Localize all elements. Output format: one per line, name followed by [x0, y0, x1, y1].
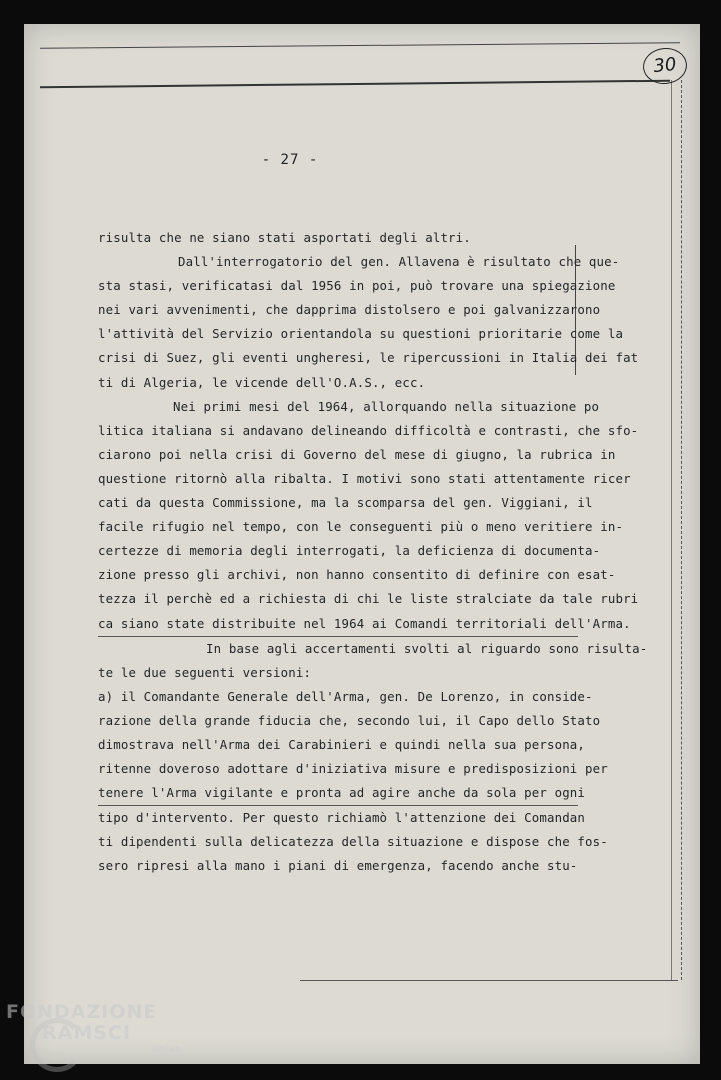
- text-line: certezze di memoria degli interrogati, la deficienza di documenta-: [98, 543, 601, 559]
- text-line: Nei primi mesi del 1964, allorquando nella situazione po: [173, 398, 600, 414]
- watermark-line-3: onlus: [152, 1044, 182, 1054]
- text-line: ciarono poi nella crisi di Governo del mese di giugno, la rubrica in: [98, 446, 616, 462]
- text-line: nei vari avvenimenti, che dapprima distolsero e poi galvanizzarono: [98, 302, 601, 318]
- watermark-logo: [6, 1002, 181, 1054]
- watermark-line-1: FONDAZIONE: [6, 1001, 158, 1023]
- text-line: sero ripresi alla mano i piani di emergenza, facendo anche stu-: [98, 858, 578, 874]
- page-stamp: 30: [641, 46, 689, 86]
- page-number: - 27 -: [261, 152, 319, 168]
- text-line: questione ritornò alla ribalta. I motivi sono stati attentamente ricer: [98, 470, 631, 486]
- right-margin-rule: [681, 80, 682, 980]
- text-line: dimostrava nell'Arma dei Carabinieri e quindi nella sua persona,: [98, 736, 586, 752]
- text-line: In base agli accertamenti svolti al riguardo sono risulta-: [206, 640, 648, 656]
- text-line: ritenne doveroso adottare d'iniziativa misure e predisposizioni per: [98, 761, 608, 777]
- text-line: te le due seguenti versioni:: [98, 664, 312, 680]
- text-line: ti di Algeria, le vicende dell'O.A.S., ecc.: [98, 374, 426, 390]
- text-line: litica italiana si andavano delineando difficoltà e contrasti, che sfo-: [98, 422, 639, 438]
- bottom-rule: [300, 980, 678, 981]
- text-line: risulta che ne siano stati asportati degli altri.: [98, 230, 471, 245]
- text-line: Dall'interrogatorio del gen. Allavena è risultato che que-: [178, 254, 620, 270]
- text-line: l'attività del Servizio orientandola su questioni prioritarie come la: [98, 326, 624, 342]
- text-line: facile rifugio nel tempo, con le conseguenti più o meno veritiere in-: [98, 519, 624, 535]
- text-line: ca siano state distribuite nel 1964 ai Comandi territoriali dell'Arma.: [98, 612, 578, 637]
- right-margin-rule-inner: [671, 80, 672, 980]
- text-line: a) il Comandante Generale dell'Arma, gen. De Lorenzo, in conside-: [98, 688, 593, 704]
- text-line: cati da questa Commissione, ma la scomparsa del gen. Viggiani, il: [98, 495, 593, 511]
- text-line: razione della grande fiducia che, secondo lui, il Capo dello Stato: [98, 712, 601, 728]
- g-logo-icon: [30, 1018, 84, 1072]
- text-line: tipo d'intervento. Per questo richiamò l'attenzione dei Comandan: [98, 810, 586, 826]
- text-line: crisi di Suez, gli eventi ungheresi, le ripercussioni in Italia dei fat: [98, 350, 639, 366]
- watermark-line-2: [6, 1022, 181, 1044]
- text-line: tezza il perchè ed a richiesta di chi le liste stralciate da tale rubri: [98, 591, 639, 607]
- body-text: [98, 226, 648, 879]
- watermark-line-2-text: RAMSCI: [42, 1022, 131, 1044]
- text-line: zione presso gli archivi, non hanno consentito di definire con esat-: [98, 567, 616, 583]
- text-line: tenere l'Arma vigilante e pronta ad agire anche da sola per ogni: [98, 781, 578, 806]
- text-line: ti dipendenti sulla delicatezza della situazione e dispose che fos-: [98, 834, 608, 850]
- text-line: sta stasi, verificatasi dal 1956 in poi, può trovare una spiegazione: [98, 278, 616, 294]
